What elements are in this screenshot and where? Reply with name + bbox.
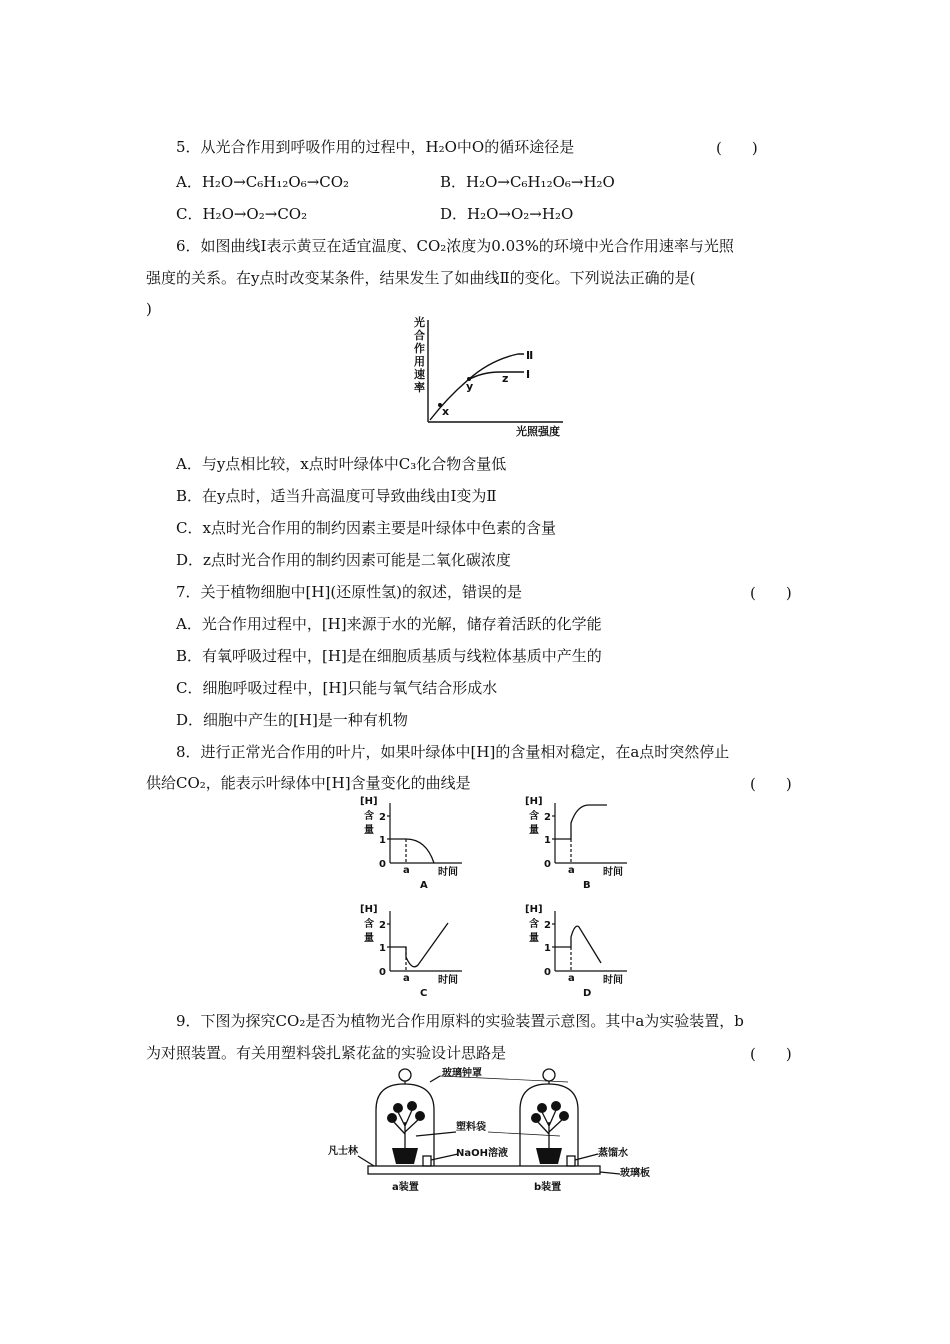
q8-graph-a-curve	[390, 839, 434, 863]
q5-option-c: C．H₂O→O₂→CO₂	[176, 205, 308, 223]
q5-option-b: B．H₂O→C₆H₁₂O₆→H₂O	[440, 173, 615, 191]
q7-stem: 7．关于植物细胞中[H](还原性氢)的叙述，错误的是	[176, 583, 523, 601]
svg-text:1: 1	[379, 943, 386, 954]
svg-text:速: 速	[414, 368, 425, 381]
q5-stem: 5．从光合作用到呼吸作用的过程中，H₂O中O的循环途径是	[176, 138, 575, 156]
q9-stem-line1: 9．下图为探究CO₂是否为植物光合作用原料的实验装置示意图。其中a为实验装置，b	[176, 1012, 744, 1030]
q8-caption-c: C	[420, 988, 428, 998]
q6-option-d: D．z点时光合作用的制约因素可能是二氧化碳浓度	[176, 551, 511, 569]
label-b-device: b装置	[534, 1182, 562, 1193]
q7-option-c: C．细胞呼吸过程中，[H]只能与氧气结合形成水	[176, 679, 498, 697]
svg-text:1: 1	[544, 943, 551, 954]
svg-text:作: 作	[414, 342, 425, 355]
q6-xlabel: 光照强度	[516, 425, 560, 438]
q8-answer-paren: ( )	[750, 775, 792, 793]
q6-option-a: A．与y点相比较，x点时叶绿体中C₃化合物含量低	[176, 455, 507, 473]
q8-graph-a	[360, 796, 462, 891]
svg-text:0: 0	[544, 967, 551, 978]
q8-graph-d	[525, 904, 627, 998]
svg-text:含: 含	[529, 919, 539, 930]
q6-stem-line3: )	[146, 300, 152, 318]
svg-text:量: 量	[364, 933, 374, 944]
bell-knob-b	[543, 1069, 555, 1081]
svg-text:[H]: [H]	[525, 796, 543, 807]
svg-text:2: 2	[379, 920, 386, 931]
svg-text:含: 含	[529, 811, 539, 822]
svg-text:1: 1	[379, 835, 386, 846]
svg-text:含: 含	[364, 919, 374, 930]
label-plate: 玻璃板	[620, 1168, 650, 1179]
svg-text:0: 0	[379, 859, 386, 870]
svg-text:[H]: [H]	[360, 904, 378, 915]
pot-b	[536, 1148, 562, 1164]
q6-curve-1-label: Ⅰ	[526, 368, 531, 381]
q6-stem-line2: 强度的关系。在y点时改变某条件，结果发生了如曲线Ⅱ的变化。下列说法正确的是(	[146, 269, 696, 287]
q5-answer-paren: ( )	[716, 139, 758, 157]
q7-answer-paren: ( )	[750, 584, 792, 602]
label-a-device: a装置	[392, 1182, 419, 1193]
svg-text:量: 量	[529, 933, 539, 944]
label-naoh: NaOH溶液	[456, 1148, 508, 1159]
q6-ylabel-char1: 光	[414, 316, 425, 329]
label-vaseline: 凡士林	[328, 1146, 358, 1157]
naoh-dish	[423, 1156, 431, 1166]
q8-graph-c	[360, 904, 462, 998]
q8-graphs-figure	[352, 793, 652, 998]
svg-text:0: 0	[379, 967, 386, 978]
svg-text:率: 率	[414, 381, 425, 394]
q7-option-b: B．有氧呼吸过程中，[H]是在细胞质基质与线粒体基质中产生的	[176, 647, 602, 665]
label-water: 蒸馏水	[598, 1148, 628, 1159]
q9-answer-paren: ( )	[750, 1045, 792, 1063]
q6-stem-line1: 6．如图曲线Ⅰ表示黄豆在适宜温度、CO₂浓度为0.03%的环境中光合作用速率与光照	[176, 237, 734, 255]
q6-light-curve-figure	[378, 312, 578, 440]
svg-text:量: 量	[529, 825, 539, 836]
svg-text:a: a	[403, 973, 410, 984]
svg-text:2: 2	[544, 920, 551, 931]
svg-text:a: a	[568, 865, 575, 876]
q8-caption-a: A	[420, 880, 428, 891]
label-bell: 玻璃钟罩	[442, 1068, 482, 1079]
pot-a	[392, 1148, 418, 1164]
svg-text:时间: 时间	[438, 975, 458, 986]
q6-point-z-label: z	[502, 372, 509, 385]
q8-graph-b	[525, 796, 627, 891]
q8-caption-d: D	[583, 988, 592, 998]
q8-graph-d-curve	[555, 926, 601, 963]
svg-text:a: a	[403, 865, 410, 876]
q7-option-d: D．细胞中产生的[H]是一种有机物	[176, 711, 408, 729]
q6-point-x-label: x	[442, 405, 450, 418]
svg-text:[H]: [H]	[360, 796, 378, 807]
q8-graph-b-curve	[555, 805, 607, 839]
svg-text:1: 1	[544, 835, 551, 846]
bell-knob-a	[399, 1069, 411, 1081]
q6-option-b: B．在y点时，适当升高温度可导致曲线由Ⅰ变为Ⅱ	[176, 487, 497, 505]
q8-stem-line1: 8．进行正常光合作用的叶片，如果叶绿体中[H]的含量相对稳定，在a点时突然停止	[176, 743, 730, 761]
label-bag: 塑料袋	[456, 1122, 486, 1133]
q9-apparatus-figure	[328, 1062, 668, 1194]
q8-graph-c-curve	[390, 923, 448, 967]
svg-text:用: 用	[414, 355, 425, 368]
svg-text:2: 2	[544, 812, 551, 823]
q5-option-d: D．H₂O→O₂→H₂O	[440, 205, 574, 223]
q6-curve-2-label: Ⅱ	[526, 349, 534, 362]
water-dish	[567, 1156, 575, 1166]
q8-stem-line2: 供给CO₂，能表示叶绿体中[H]含量变化的曲线是	[146, 774, 471, 792]
q8-caption-b: B	[583, 880, 591, 891]
q6-option-c: C．x点时光合作用的制约因素主要是叶绿体中色素的含量	[176, 519, 556, 537]
svg-text:合: 合	[414, 329, 425, 342]
svg-text:0: 0	[544, 859, 551, 870]
q7-option-a: A．光合作用过程中，[H]来源于水的光解，储存着活跃的化学能	[176, 615, 602, 633]
q5-option-a: A．H₂O→C₆H₁₂O₆→CO₂	[176, 173, 350, 191]
svg-text:2: 2	[379, 812, 386, 823]
svg-text:[H]: [H]	[525, 904, 543, 915]
svg-text:时间: 时间	[603, 867, 623, 878]
svg-text:量: 量	[364, 825, 374, 836]
q6-point-y-label: y	[466, 380, 474, 393]
glass-plate	[368, 1166, 600, 1174]
q9-stem-line2: 为对照装置。有关用塑料袋扎紧花盆的实验设计思路是	[146, 1044, 507, 1062]
svg-text:含: 含	[364, 811, 374, 822]
svg-text:a: a	[568, 973, 575, 984]
svg-text:时间: 时间	[438, 867, 458, 878]
svg-text:时间: 时间	[603, 975, 623, 986]
